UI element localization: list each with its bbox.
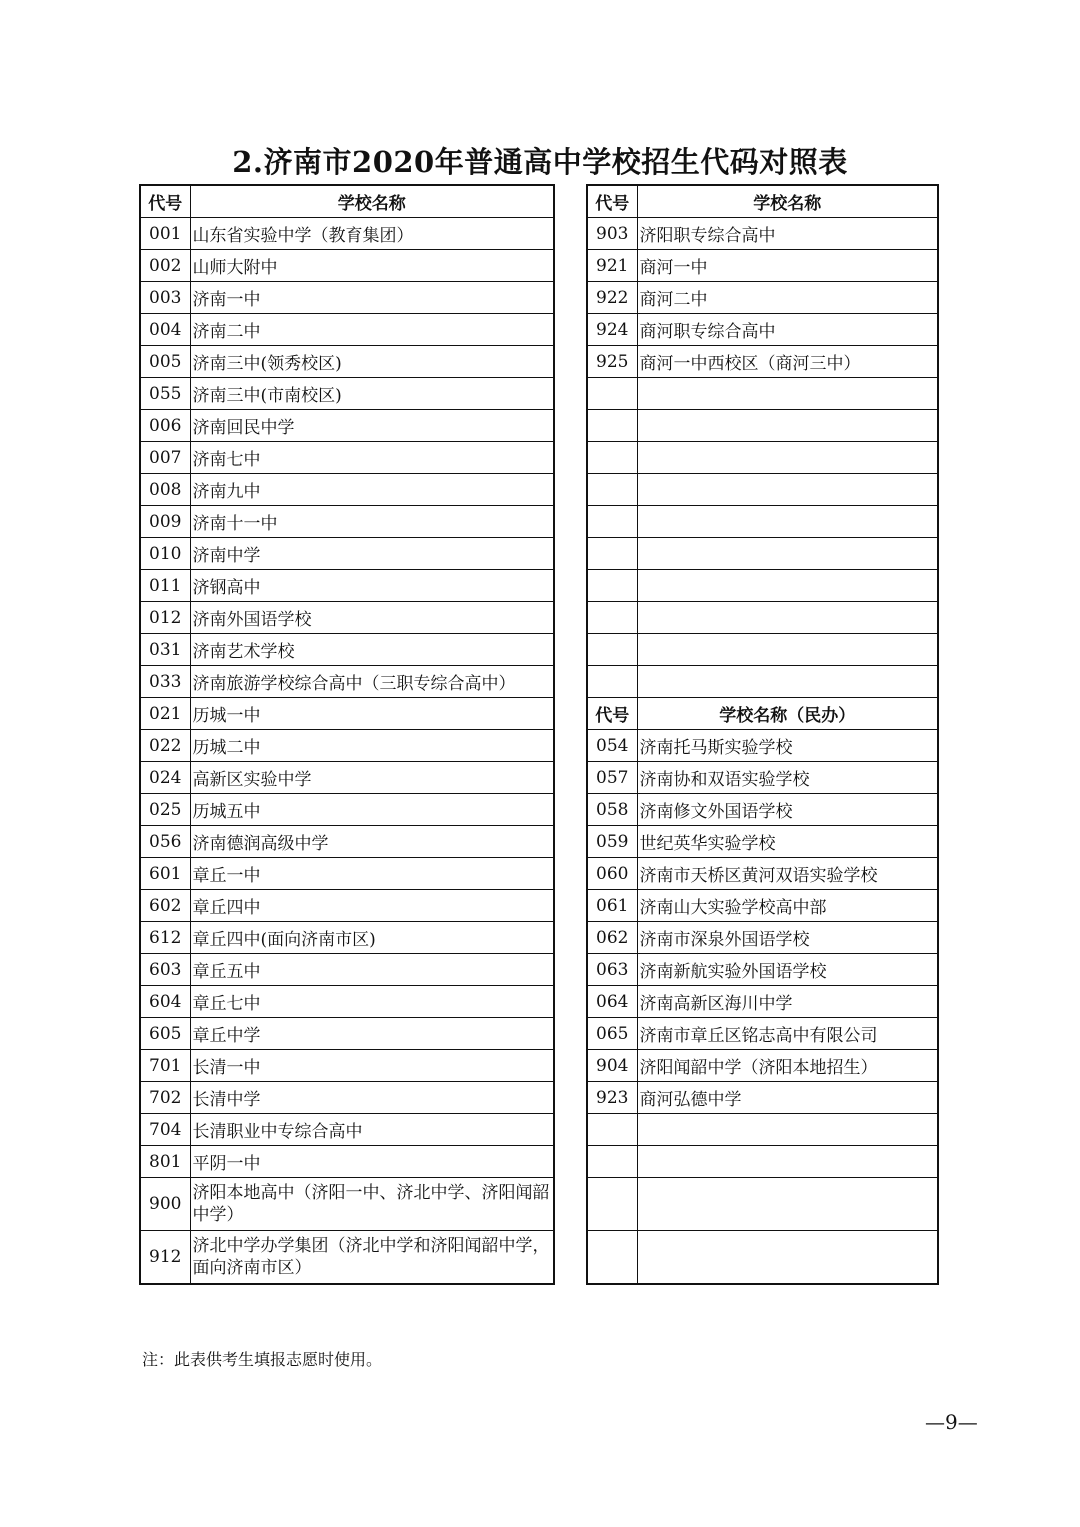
school-code: 924 — [587, 314, 637, 346]
table-row — [587, 826, 938, 858]
school-name: 济阳本地高中（济阳一中、济北中学、济阳闻韶中学） — [190, 1178, 554, 1231]
table-row — [140, 314, 554, 346]
page-number: —9— — [925, 1410, 978, 1434]
table-row — [140, 602, 554, 634]
school-code: 603 — [140, 954, 190, 986]
table-row — [140, 570, 554, 602]
right-code-table — [586, 184, 939, 1285]
table-row — [140, 1082, 554, 1114]
school-name — [637, 1146, 938, 1178]
school-name: 商河二中 — [637, 282, 938, 314]
table-row — [140, 378, 554, 410]
school-code — [587, 442, 637, 474]
school-code: 900 — [140, 1178, 190, 1231]
table-row — [140, 954, 554, 986]
table-row — [140, 474, 554, 506]
table-row — [587, 794, 938, 826]
school-name: 济南艺术学校 — [190, 634, 554, 666]
school-code: 604 — [140, 986, 190, 1018]
table-row — [140, 282, 554, 314]
school-name: 平阴一中 — [190, 1146, 554, 1178]
school-code: 701 — [140, 1050, 190, 1082]
school-name — [637, 378, 938, 410]
school-name: 商河职专综合高中 — [637, 314, 938, 346]
school-code — [587, 570, 637, 602]
table-row — [587, 890, 938, 922]
school-name: 济南旅游学校综合高中（三职专综合高中） — [190, 666, 554, 698]
school-code — [587, 634, 637, 666]
private-header-row — [587, 698, 938, 730]
empty-row — [587, 570, 938, 602]
school-code: 060 — [587, 858, 637, 890]
school-code: 021 — [140, 698, 190, 730]
table-header-row — [587, 185, 938, 218]
school-code: 921 — [587, 250, 637, 282]
school-name: 济南新航实验外国语学校 — [637, 954, 938, 986]
school-name: 济南市天桥区黄河双语实验学校 — [637, 858, 938, 890]
school-name: 济南回民中学 — [190, 410, 554, 442]
table-row — [140, 698, 554, 730]
school-name: 章丘中学 — [190, 1018, 554, 1050]
school-code: 031 — [140, 634, 190, 666]
school-name: 章丘一中 — [190, 858, 554, 890]
table-row — [140, 922, 554, 954]
school-code: 003 — [140, 282, 190, 314]
table-row — [587, 730, 938, 762]
school-name: 济南德润高级中学 — [190, 826, 554, 858]
table-row — [587, 314, 938, 346]
school-name — [637, 506, 938, 538]
school-code — [587, 378, 637, 410]
school-name: 章丘五中 — [190, 954, 554, 986]
table-row — [140, 858, 554, 890]
school-code — [587, 538, 637, 570]
school-code: 012 — [140, 602, 190, 634]
school-name: 章丘四中(面向济南市区) — [190, 922, 554, 954]
school-name: 济南九中 — [190, 474, 554, 506]
table-row — [587, 858, 938, 890]
school-code: 056 — [140, 826, 190, 858]
school-name — [637, 1178, 938, 1231]
school-code: 054 — [587, 730, 637, 762]
school-code — [587, 666, 637, 698]
school-code: 601 — [140, 858, 190, 890]
school-name: 济南托马斯实验学校 — [637, 730, 938, 762]
table-row — [140, 762, 554, 794]
empty-row — [587, 1178, 938, 1231]
school-code: 923 — [587, 1082, 637, 1114]
table-row — [140, 730, 554, 762]
table-row — [587, 1082, 938, 1114]
table-row — [140, 794, 554, 826]
school-name — [637, 442, 938, 474]
school-name: 商河一中 — [637, 250, 938, 282]
school-code — [587, 506, 637, 538]
table-row — [587, 1050, 938, 1082]
school-code — [587, 602, 637, 634]
table-row — [587, 954, 938, 986]
school-name: 济南市章丘区铭志高中有限公司 — [637, 1018, 938, 1050]
empty-row — [587, 506, 938, 538]
left-table-body — [140, 185, 554, 1284]
table-row — [140, 666, 554, 698]
school-name: 长清职业中专综合高中 — [190, 1114, 554, 1146]
school-name: 济南三中(领秀校区) — [190, 346, 554, 378]
school-name: 济阳闻韶中学（济阳本地招生） — [637, 1050, 938, 1082]
empty-row — [587, 1146, 938, 1178]
header-school-name: 学校名称（民办） — [637, 698, 938, 730]
school-code: 007 — [140, 442, 190, 474]
school-code — [587, 410, 637, 442]
school-code: 010 — [140, 538, 190, 570]
school-code: 006 — [140, 410, 190, 442]
school-name: 济南高新区海川中学 — [637, 986, 938, 1018]
school-code: 001 — [140, 218, 190, 250]
school-code: 702 — [140, 1082, 190, 1114]
school-name: 济南中学 — [190, 538, 554, 570]
school-name — [637, 410, 938, 442]
table-row — [140, 442, 554, 474]
table-row — [140, 218, 554, 250]
school-name: 历城二中 — [190, 730, 554, 762]
school-code: 912 — [140, 1231, 190, 1285]
school-name: 历城一中 — [190, 698, 554, 730]
table-row — [140, 1146, 554, 1178]
empty-row — [587, 1231, 938, 1285]
school-code: 005 — [140, 346, 190, 378]
school-name: 世纪英华实验学校 — [637, 826, 938, 858]
school-name: 章丘七中 — [190, 986, 554, 1018]
table-row — [587, 986, 938, 1018]
school-code: 602 — [140, 890, 190, 922]
table-row — [140, 506, 554, 538]
school-code: 801 — [140, 1146, 190, 1178]
table-row — [587, 762, 938, 794]
school-code: 064 — [587, 986, 637, 1018]
table-row — [140, 1018, 554, 1050]
school-name: 济南一中 — [190, 282, 554, 314]
school-code: 612 — [140, 922, 190, 954]
header-code: 代号 — [587, 185, 637, 218]
school-code: 033 — [140, 666, 190, 698]
school-name — [637, 1114, 938, 1146]
school-code: 004 — [140, 314, 190, 346]
school-code: 055 — [140, 378, 190, 410]
table-row — [140, 1114, 554, 1146]
right-table-body — [587, 185, 938, 1284]
table-row — [140, 250, 554, 282]
school-name — [637, 634, 938, 666]
table-row — [140, 890, 554, 922]
school-code: 009 — [140, 506, 190, 538]
school-name: 山东省实验中学（教育集团） — [190, 218, 554, 250]
school-code: 904 — [587, 1050, 637, 1082]
school-code: 008 — [140, 474, 190, 506]
table-row — [587, 282, 938, 314]
header-code: 代号 — [140, 185, 190, 218]
table-row — [140, 410, 554, 442]
table-row — [140, 1050, 554, 1082]
school-code — [587, 1146, 637, 1178]
table-row — [587, 250, 938, 282]
header-school-name: 学校名称 — [637, 185, 938, 218]
footnote: 注：此表供考生填报志愿时使用。 — [142, 1350, 383, 1369]
school-name: 济南三中(市南校区) — [190, 378, 554, 410]
school-name: 章丘四中 — [190, 890, 554, 922]
school-code: 061 — [587, 890, 637, 922]
empty-row — [587, 474, 938, 506]
empty-row — [587, 634, 938, 666]
table-row — [140, 538, 554, 570]
school-code: 062 — [587, 922, 637, 954]
school-name: 山师大附中 — [190, 250, 554, 282]
empty-row — [587, 666, 938, 698]
page-title: 2.济南市2020年普通高中学校招生代码对照表 — [232, 145, 848, 179]
table-row — [587, 218, 938, 250]
school-name: 高新区实验中学 — [190, 762, 554, 794]
school-name — [637, 1231, 938, 1285]
school-code: 057 — [587, 762, 637, 794]
left-code-table — [139, 184, 555, 1285]
table-row — [140, 986, 554, 1018]
school-code: 058 — [587, 794, 637, 826]
school-name: 济南市深泉外国语学校 — [637, 922, 938, 954]
school-name: 长清一中 — [190, 1050, 554, 1082]
school-name: 济南外国语学校 — [190, 602, 554, 634]
empty-row — [587, 602, 938, 634]
empty-row — [587, 442, 938, 474]
school-code — [587, 474, 637, 506]
table-row — [587, 922, 938, 954]
school-code: 903 — [587, 218, 637, 250]
school-name — [637, 602, 938, 634]
school-name: 济南二中 — [190, 314, 554, 346]
school-name: 历城五中 — [190, 794, 554, 826]
table-row — [140, 826, 554, 858]
header-school-name: 学校名称 — [190, 185, 554, 218]
school-code: 011 — [140, 570, 190, 602]
school-code: 065 — [587, 1018, 637, 1050]
school-code — [587, 1114, 637, 1146]
school-name: 济南协和双语实验学校 — [637, 762, 938, 794]
school-name — [637, 666, 938, 698]
table-row — [587, 346, 938, 378]
school-code: 025 — [140, 794, 190, 826]
header-code: 代号 — [587, 698, 637, 730]
school-name: 济阳职专综合高中 — [637, 218, 938, 250]
school-code: 002 — [140, 250, 190, 282]
school-name: 济北中学办学集团（济北中学和济阳闻韶中学，面向济南市区） — [190, 1231, 554, 1285]
school-name — [637, 538, 938, 570]
table-row — [140, 1178, 554, 1231]
school-name — [637, 570, 938, 602]
school-name: 商河一中西校区（商河三中） — [637, 346, 938, 378]
school-code: 925 — [587, 346, 637, 378]
school-code: 704 — [140, 1114, 190, 1146]
table-row — [140, 634, 554, 666]
school-name: 济南十一中 — [190, 506, 554, 538]
empty-row — [587, 410, 938, 442]
school-code: 024 — [140, 762, 190, 794]
table-row — [140, 346, 554, 378]
table-header-row — [140, 185, 554, 218]
table-row — [140, 1231, 554, 1285]
school-name: 济南山大实验学校高中部 — [637, 890, 938, 922]
empty-row — [587, 1114, 938, 1146]
school-code: 605 — [140, 1018, 190, 1050]
school-code: 022 — [140, 730, 190, 762]
school-code — [587, 1231, 637, 1285]
school-code: 059 — [587, 826, 637, 858]
school-code: 922 — [587, 282, 637, 314]
school-name: 商河弘德中学 — [637, 1082, 938, 1114]
empty-row — [587, 378, 938, 410]
school-code: 063 — [587, 954, 637, 986]
school-name: 济钢高中 — [190, 570, 554, 602]
school-name — [637, 474, 938, 506]
school-name: 济南修文外国语学校 — [637, 794, 938, 826]
school-name: 长清中学 — [190, 1082, 554, 1114]
table-row — [587, 1018, 938, 1050]
school-code — [587, 1178, 637, 1231]
empty-row — [587, 538, 938, 570]
school-name: 济南七中 — [190, 442, 554, 474]
